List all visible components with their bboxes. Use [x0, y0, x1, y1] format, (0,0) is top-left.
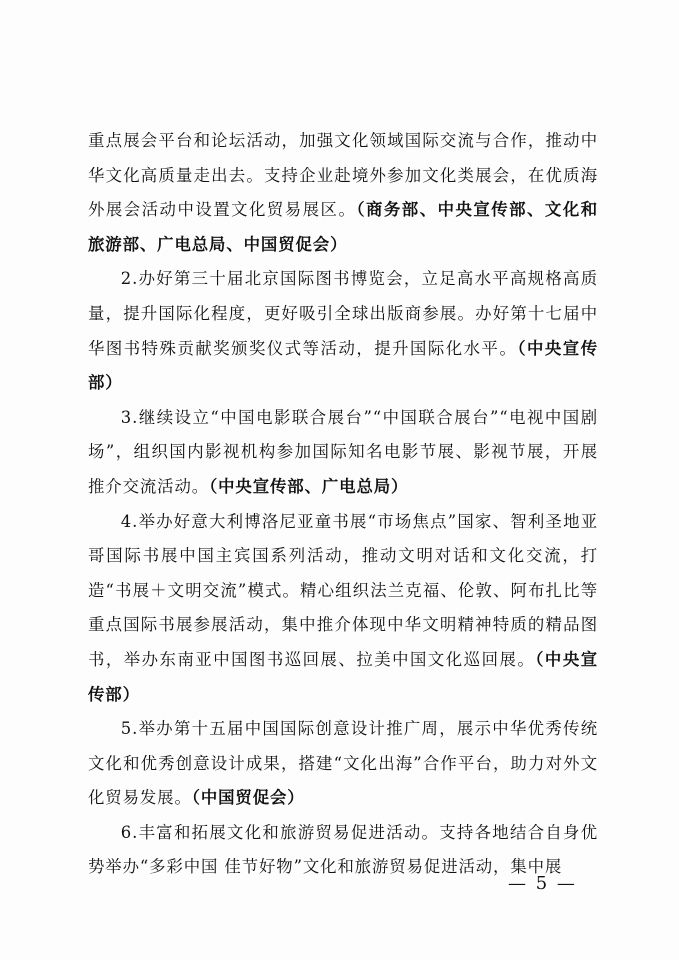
responsible-departments: （中央宣传部） — [88, 649, 598, 704]
paragraph-4 — [88, 505, 598, 713]
paragraph-5 — [88, 712, 598, 816]
paragraph-text: 重点展会平台和论坛活动，加强文化领域国际交流与合作，推动中华文化高质量走出去。支持企业赴境外参加文化类展会，在优质海外展会活动中设置文化贸易展区。 — [88, 131, 598, 220]
responsible-departments: （中国贸促会） — [191, 788, 305, 808]
paragraph-text: 3.继续设立“中国电影联合展台”“中国联合展台”“电视中国剧场”，组织国内影视机构参加国际知名电影节展、影视节展，开展推介交流活动。 — [88, 407, 598, 496]
paragraph-text: 5.举办第十五届中国国际创意设计推广周，展示中华优秀传统文化和优秀创意设计成果，搭建“文化出海”合作平台，助力对外文化贸易发展。 — [88, 719, 598, 808]
paragraph-2 — [88, 262, 598, 400]
responsible-departments: （中央宣传部、广电总局） — [209, 476, 409, 496]
paragraph-3 — [88, 401, 598, 505]
responsible-departments: （商务部、中央宣传部、文化和旅游部、广电总局、中国贸促会） — [88, 200, 598, 254]
responsible-departments: （中央宣传部） — [88, 338, 598, 393]
paragraph-text: 4.举办好意大利博洛尼亚童书展“市场焦点”国家、智利圣地亚哥国际书展中国主宾国系列活动，推动文明对话和文化交流，打造“书展＋文明交流”模式。精心组织法兰克福、伦敦、阿布扎比等重点国际书展参展活动，集中推介体现中华文明精神特质的精品图书，举办东南亚中国图书巡回展、拉美中国文化巡回展。 — [88, 511, 598, 669]
document-body — [88, 124, 598, 885]
paragraph-1 — [88, 124, 598, 262]
paragraph-text: 6.丰富和拓展文化和旅游贸易促进活动。支持各地结合自身优势举办“多彩中国 佳节好物”文化和旅游贸易促进活动，集中展 — [88, 822, 598, 877]
paragraph-text: 2.办好第三十届北京国际图书博览会，立足高水平高规格高质量，提升国际化程度，更好吸引全球出版商参展。办好第十七届中华图书特殊贡献奖颁奖仪式等活动，提升国际化水平。 — [88, 269, 598, 358]
page-number: — 5 — — [508, 873, 577, 894]
